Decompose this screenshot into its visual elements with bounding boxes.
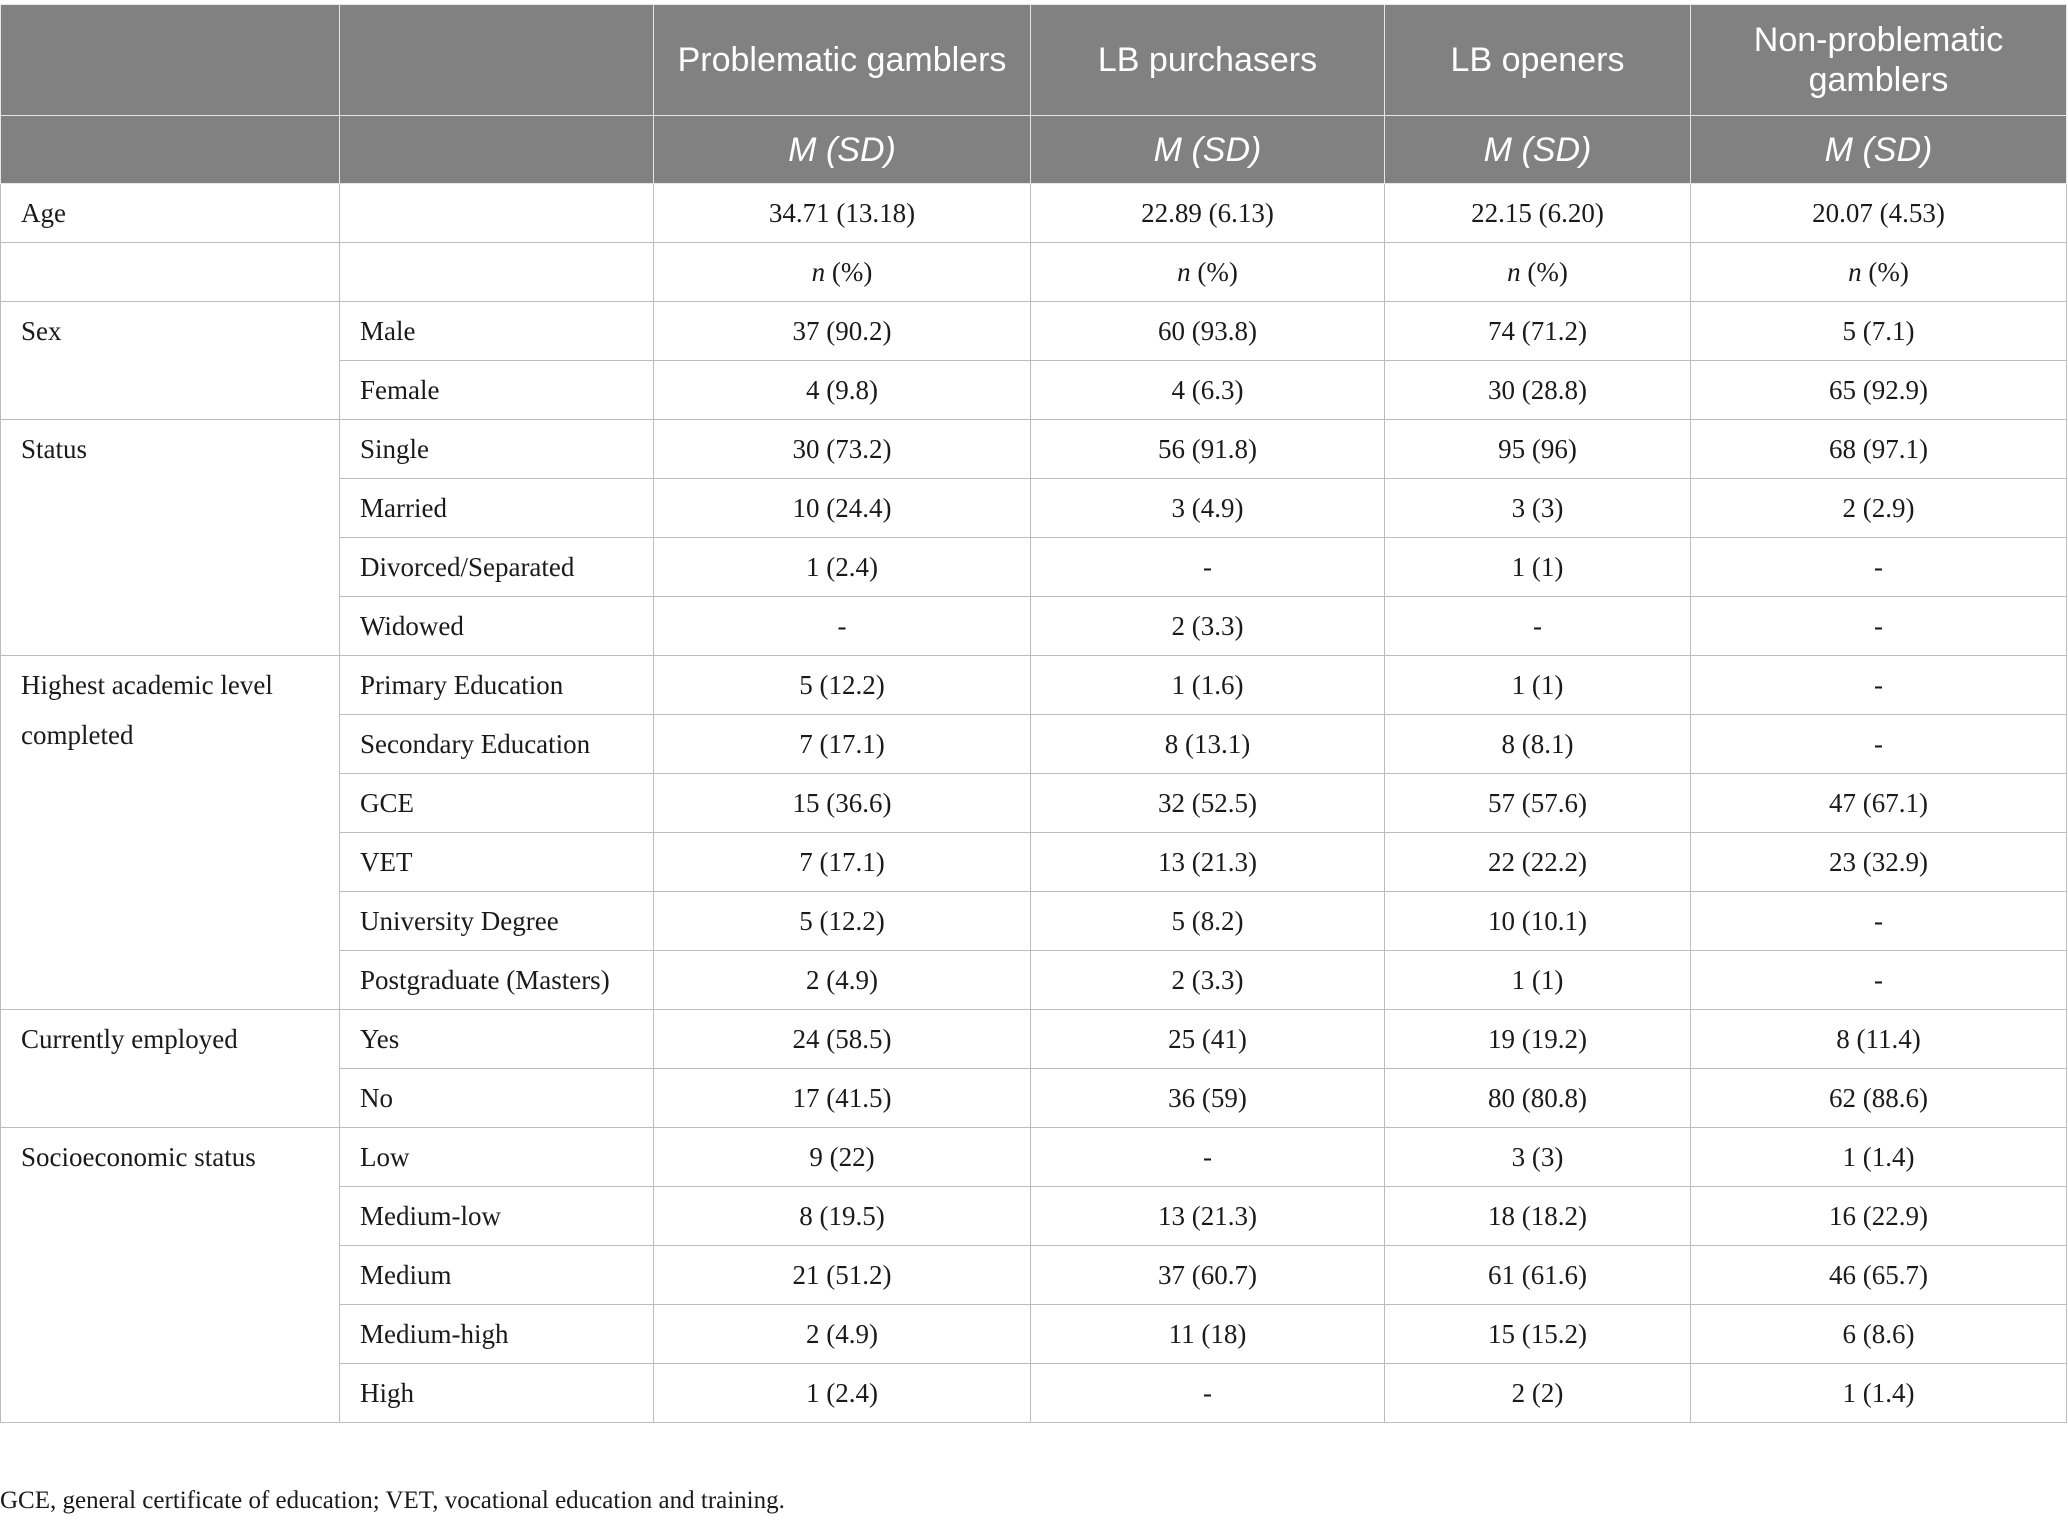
cell-value: - xyxy=(654,597,1031,656)
row-group-label-employed: Currently employed xyxy=(1,1010,340,1128)
cell-value: 7 (17.1) xyxy=(654,715,1031,774)
cell-value: 16 (22.9) xyxy=(1691,1187,2067,1246)
cell-value: 46 (65.7) xyxy=(1691,1246,2067,1305)
cell-value: - xyxy=(1385,597,1691,656)
header-variable xyxy=(1,5,340,116)
cell-value: 36 (59) xyxy=(1031,1069,1385,1128)
n-percent-label xyxy=(654,243,1031,302)
cell-value: - xyxy=(1691,597,2067,656)
n-symbol: n xyxy=(1177,257,1191,287)
row-sublabel: Divorced/Separated xyxy=(340,538,654,597)
cell-value: - xyxy=(1691,538,2067,597)
row-group-label-education: Highest academic level completed xyxy=(1,656,340,1010)
cell-value: 22.15 (6.20) xyxy=(1385,184,1691,243)
demographics-table xyxy=(0,4,2067,1423)
cell-value: 37 (60.7) xyxy=(1031,1246,1385,1305)
cell-value: 5 (12.2) xyxy=(654,656,1031,715)
row-sublabel: GCE xyxy=(340,774,654,833)
row-group-label-status: Status xyxy=(1,420,340,656)
header-non-problematic-gamblers: Non-problematic gamblers xyxy=(1691,5,2067,116)
cell-value: 15 (36.6) xyxy=(654,774,1031,833)
table-row xyxy=(1,420,2067,479)
table-row xyxy=(1,656,2067,715)
n-percent-label xyxy=(1385,243,1691,302)
row-sublabel: Yes xyxy=(340,1010,654,1069)
cell-value: 74 (71.2) xyxy=(1385,302,1691,361)
demographics-table-container xyxy=(0,4,2068,1423)
cell-value: 95 (96) xyxy=(1385,420,1691,479)
row-sublabel: Secondary Education xyxy=(340,715,654,774)
header-category xyxy=(340,5,654,116)
table-row xyxy=(1,1128,2067,1187)
header-sub-mean: M (SD) xyxy=(654,116,1031,184)
header-subrow-mean xyxy=(1,116,2067,184)
cell-value: 22.89 (6.13) xyxy=(1031,184,1385,243)
row-sublabel: Single xyxy=(340,420,654,479)
cell-value: 21 (51.2) xyxy=(654,1246,1031,1305)
cell-value: 8 (13.1) xyxy=(1031,715,1385,774)
row-sublabel: Low xyxy=(340,1128,654,1187)
percent-symbol: (%) xyxy=(1520,257,1568,287)
cell-value: 22 (22.2) xyxy=(1385,833,1691,892)
cell-value: 3 (3) xyxy=(1385,479,1691,538)
cell-value: 2 (4.9) xyxy=(654,951,1031,1010)
header-sub-empty xyxy=(340,116,654,184)
cell-value: 3 (3) xyxy=(1385,1128,1691,1187)
cell-value: 17 (41.5) xyxy=(654,1069,1031,1128)
cell-value: 1 (1.4) xyxy=(1691,1128,2067,1187)
header-sub-mean: M (SD) xyxy=(1691,116,2067,184)
cell-value: - xyxy=(1031,1128,1385,1187)
row-sublabel: Medium-high xyxy=(340,1305,654,1364)
cell-value: 2 (2) xyxy=(1385,1364,1691,1423)
cell-value: 1 (1) xyxy=(1385,951,1691,1010)
cell-value: 1 (1.4) xyxy=(1691,1364,2067,1423)
row-sublabel: Widowed xyxy=(340,597,654,656)
cell-value: 1 (2.4) xyxy=(654,538,1031,597)
cell-value: 30 (28.8) xyxy=(1385,361,1691,420)
cell-value: 25 (41) xyxy=(1031,1010,1385,1069)
n-percent-label xyxy=(1691,243,2067,302)
cell-value: 10 (24.4) xyxy=(654,479,1031,538)
cell-value: 2 (2.9) xyxy=(1691,479,2067,538)
header-lb-purchasers: LB purchasers xyxy=(1031,5,1385,116)
cell-value: 5 (7.1) xyxy=(1691,302,2067,361)
cell-value: 2 (3.3) xyxy=(1031,597,1385,656)
table-row-age xyxy=(1,184,2067,243)
cell-value: 30 (73.2) xyxy=(654,420,1031,479)
header-sub-empty xyxy=(1,116,340,184)
percent-symbol: (%) xyxy=(1190,257,1238,287)
cell-value: 65 (92.9) xyxy=(1691,361,2067,420)
row-sublabel: Medium-low xyxy=(340,1187,654,1246)
row-sublabel: Primary Education xyxy=(340,656,654,715)
table-footnote: GCE, general certificate of education; VET, vocational education and training. xyxy=(0,1487,785,1514)
row-sublabel: University Degree xyxy=(340,892,654,951)
row-sublabel: Married xyxy=(340,479,654,538)
cell-value: 56 (91.8) xyxy=(1031,420,1385,479)
cell-value: 68 (97.1) xyxy=(1691,420,2067,479)
cell-value: 11 (18) xyxy=(1031,1305,1385,1364)
cell-empty xyxy=(340,243,654,302)
cell-value: 1 (1.6) xyxy=(1031,656,1385,715)
cell-value: 60 (93.8) xyxy=(1031,302,1385,361)
cell-value: 37 (90.2) xyxy=(654,302,1031,361)
header-sub-mean: M (SD) xyxy=(1031,116,1385,184)
cell-value: 6 (8.6) xyxy=(1691,1305,2067,1364)
cell-value: 47 (67.1) xyxy=(1691,774,2067,833)
row-sublabel: Male xyxy=(340,302,654,361)
cell-value: - xyxy=(1691,892,2067,951)
table-row xyxy=(1,302,2067,361)
row-group-label-ses: Socioeconomic status xyxy=(1,1128,340,1423)
header-lb-openers: LB openers xyxy=(1385,5,1691,116)
cell-value: 9 (22) xyxy=(654,1128,1031,1187)
cell-value: 1 (1) xyxy=(1385,656,1691,715)
cell-value: 7 (17.1) xyxy=(654,833,1031,892)
cell-value: 13 (21.3) xyxy=(1031,833,1385,892)
cell-value: 13 (21.3) xyxy=(1031,1187,1385,1246)
cell-value: - xyxy=(1691,656,2067,715)
cell-value: 2 (3.3) xyxy=(1031,951,1385,1010)
cell-value: 5 (12.2) xyxy=(654,892,1031,951)
cell-empty xyxy=(1,243,340,302)
cell-value: 2 (4.9) xyxy=(654,1305,1031,1364)
percent-symbol: (%) xyxy=(825,257,873,287)
cell-value: 15 (15.2) xyxy=(1385,1305,1691,1364)
header-sub-mean: M (SD) xyxy=(1385,116,1691,184)
cell-value: 18 (18.2) xyxy=(1385,1187,1691,1246)
cell-value: - xyxy=(1031,1364,1385,1423)
cell-value: 80 (80.8) xyxy=(1385,1069,1691,1128)
row-group-label-sex: Sex xyxy=(1,302,340,420)
row-sublabel: Postgraduate (Masters) xyxy=(340,951,654,1010)
cell-empty xyxy=(340,184,654,243)
row-sublabel: Medium xyxy=(340,1246,654,1305)
cell-value: 19 (19.2) xyxy=(1385,1010,1691,1069)
cell-value: - xyxy=(1691,715,2067,774)
cell-value: - xyxy=(1691,951,2067,1010)
row-label-age: Age xyxy=(1,184,340,243)
cell-value: - xyxy=(1031,538,1385,597)
cell-value: 8 (11.4) xyxy=(1691,1010,2067,1069)
row-sublabel: Female xyxy=(340,361,654,420)
cell-value: 61 (61.6) xyxy=(1385,1246,1691,1305)
percent-symbol: (%) xyxy=(1861,257,1909,287)
cell-value: 34.71 (13.18) xyxy=(654,184,1031,243)
cell-value: 1 (2.4) xyxy=(654,1364,1031,1423)
table-row xyxy=(1,1010,2067,1069)
cell-value: 10 (10.1) xyxy=(1385,892,1691,951)
cell-value: 32 (52.5) xyxy=(1031,774,1385,833)
n-percent-label xyxy=(1031,243,1385,302)
n-symbol: n xyxy=(811,257,826,287)
n-symbol: n xyxy=(1507,257,1521,287)
cell-value: 23 (32.9) xyxy=(1691,833,2067,892)
header-row xyxy=(1,5,2067,116)
cell-value: 3 (4.9) xyxy=(1031,479,1385,538)
cell-value: 57 (57.6) xyxy=(1385,774,1691,833)
cell-value: 4 (9.8) xyxy=(654,361,1031,420)
cell-value: 8 (19.5) xyxy=(654,1187,1031,1246)
cell-value: 20.07 (4.53) xyxy=(1691,184,2067,243)
row-sublabel: No xyxy=(340,1069,654,1128)
cell-value: 4 (6.3) xyxy=(1031,361,1385,420)
row-sublabel: High xyxy=(340,1364,654,1423)
cell-value: 62 (88.6) xyxy=(1691,1069,2067,1128)
cell-value: 8 (8.1) xyxy=(1385,715,1691,774)
grouped-rows xyxy=(1,302,2067,1423)
cell-value: 5 (8.2) xyxy=(1031,892,1385,951)
cell-value: 1 (1) xyxy=(1385,538,1691,597)
row-sublabel: VET xyxy=(340,833,654,892)
cell-value: 24 (58.5) xyxy=(654,1010,1031,1069)
header-problematic-gamblers: Problematic gamblers xyxy=(654,5,1031,116)
n-symbol: n xyxy=(1848,257,1862,287)
table-row-n-percent xyxy=(1,243,2067,302)
